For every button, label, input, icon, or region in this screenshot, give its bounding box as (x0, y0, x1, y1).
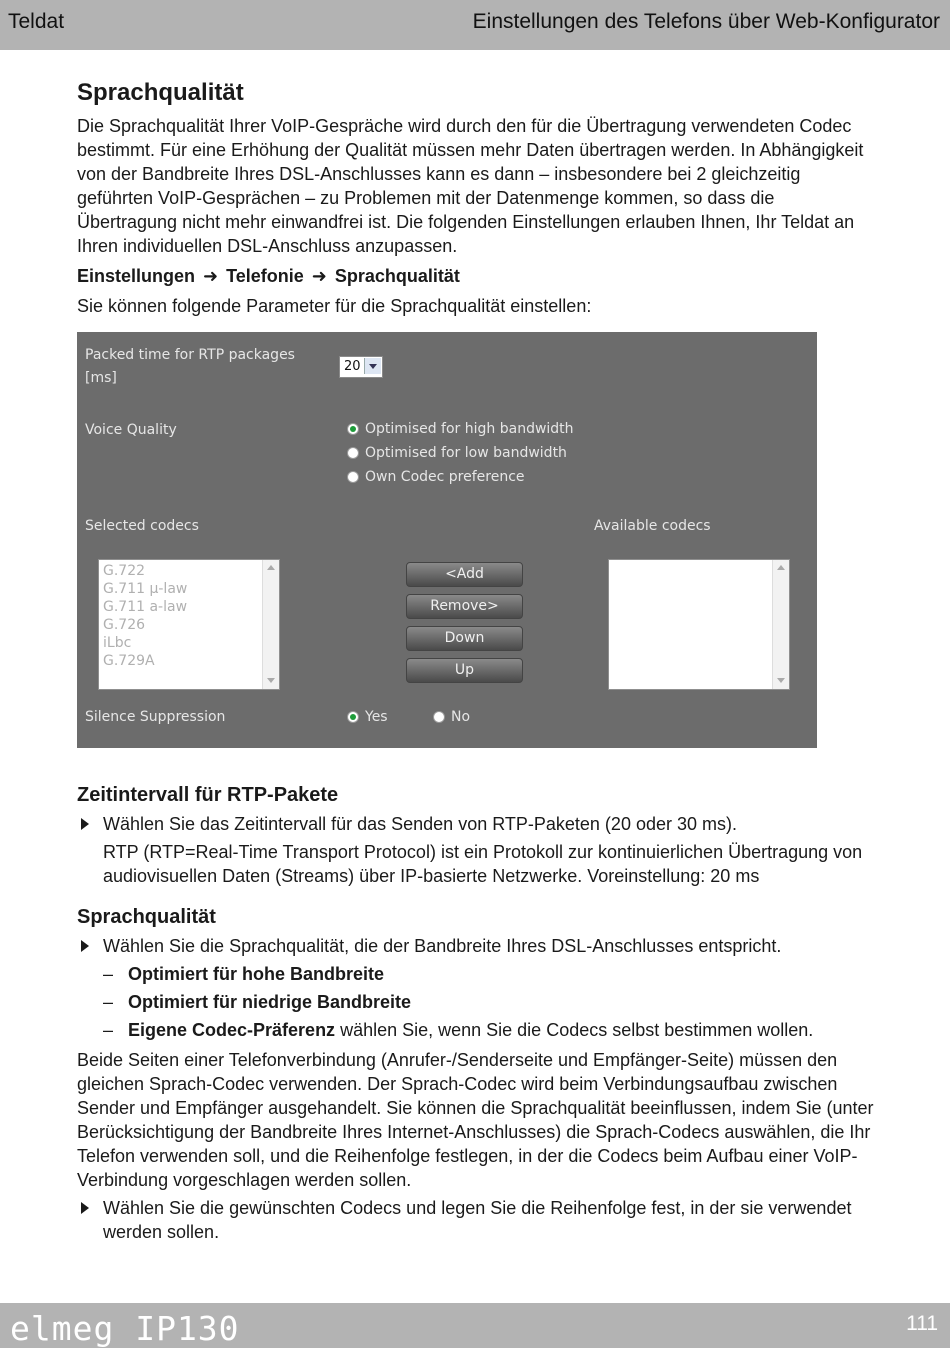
scroll-down-icon[interactable] (775, 675, 787, 687)
list-item (77, 990, 877, 1014)
chevron-down-icon[interactable] (364, 358, 381, 374)
bullet-arrow-icon (81, 1202, 89, 1214)
radio-own-codec-label: Own Codec preference (365, 469, 525, 485)
option-low-bandwidth: Optimiert für niedrige Bandbreite (128, 992, 412, 1012)
path-arrow-icon: ➜ (203, 266, 219, 286)
list-item[interactable]: G.726 (103, 617, 146, 633)
silence-suppression-label: Silence Suppression (85, 709, 226, 725)
radio-selected-icon[interactable] (347, 711, 359, 723)
rtp-bullet-text: Wählen Sie das Zeitintervall für das Senden von RTP-Paketen (20 oder 30 ms). (103, 814, 737, 834)
selected-codecs-list[interactable] (98, 559, 280, 690)
packed-time-unit-label: [ms] (85, 370, 117, 386)
section-title-voice-quality: Sprachqualität (77, 906, 216, 928)
radio-unselected-icon[interactable] (347, 447, 359, 459)
radio-silence-yes-label: Yes (365, 709, 388, 725)
intro-paragraph: Die Sprachqualität Ihrer VoIP-Gespräche wird durch den für die Übertragung verwendeten Codec bestimmt. Für eine Erhöhung der Qualität müssen mehr Daten übertragen werden. In Abhängigkeit von der Bandbreite Ihres DSL-Anschlusses kann es dann – insbesondere bei 2 gleichzeitig geführten VoIP-Gesprächen – zu Problemen mit der Datenmenge kommen, so dass die Übertragung nicht mehr einwandfrei ist. Die folgenden Einstellungen erlauben Ihnen, Ihr Teldat an Ihren individuellen DSL-Anschluss anzupassen. (77, 116, 864, 256)
add-codec-button[interactable]: <Add (406, 562, 523, 587)
path-step-1: Einstellungen (77, 266, 196, 286)
path-step-2: Telefonie (226, 266, 304, 286)
bullet-arrow-icon (81, 818, 89, 830)
scroll-up-icon[interactable] (265, 562, 277, 574)
list-item (77, 1018, 877, 1042)
header-chapter-title: Einstellungen des Telefons über Web-Konfigurator (472, 10, 940, 33)
packed-time-select[interactable] (339, 356, 383, 378)
packed-time-value: 20 (344, 359, 361, 374)
page-number: 111 (906, 1312, 938, 1335)
codec-bullets (77, 1196, 877, 1244)
radio-unselected-icon[interactable] (433, 711, 445, 723)
codec-bullet-text: Wählen Sie die gewünschten Codecs und legen Sie die Reihenfolge fest, in der sie verwendet werden sollen. (103, 1198, 852, 1242)
list-item (77, 1196, 877, 1244)
list-item[interactable]: G.711 a-law (103, 599, 188, 615)
selected-codecs-items (103, 562, 187, 670)
section-title-sprachqualitaet: Sprachqualität (77, 79, 244, 106)
codec-paragraph: Beide Seiten einer Telefonverbindung (Anrufer-/Senderseite und Empfänger-Seite) müssen den gleichen Sprach-Codec verwenden. Der Sprach-Codec wird beim Verbindungsaufbau zwischen Sender und Empfänger ausgehandelt. Sie können die Sprachqualität beeinflussen, indem Sie (unter Berücksichtigung der Bandbreite Ihres Internet-Anschlusses) die Sprach-Codecs auswählen, die Ihr Telefon verwenden soll, und die Reihenfolge festlegen, in der die Codecs beim Aufbau einer VoIP-Verbindung vorgeschlagen werden sollen. (77, 1050, 874, 1190)
parameters-intro: Sie können folgende Parameter für die Sprachqualität einstellen: (77, 296, 592, 316)
rtp-note: RTP (RTP=Real-Time Transport Protocol) ist ein Protokoll zur kontinuierlichen Übertragung von audiovisuellen Daten (Streams) über IP-basierte Netzwerke. Voreinstellung: 20 ms (103, 842, 863, 886)
dash-icon: – (103, 1020, 114, 1040)
scroll-up-icon[interactable] (775, 562, 787, 574)
available-codecs-label: Available codecs (594, 518, 711, 534)
page-header (0, 0, 950, 50)
page-footer (0, 1303, 950, 1348)
radio-unselected-icon[interactable] (347, 471, 359, 483)
list-item[interactable]: iLbc (103, 635, 132, 651)
radio-own-codec[interactable] (347, 469, 525, 485)
radio-silence-no-label: No (451, 709, 471, 725)
option-own-codec-desc: wählen Sie, wenn Sie die Codecs selbst bestimmen wollen. (335, 1020, 814, 1040)
list-item (77, 934, 877, 958)
scrollbar[interactable] (772, 560, 789, 689)
dash-icon: – (103, 992, 114, 1012)
move-up-button[interactable]: Up (406, 658, 523, 683)
menu-path (77, 264, 877, 288)
dash-icon: – (103, 964, 114, 984)
product-logo: elmeg IP130 (10, 1309, 240, 1348)
option-high-bandwidth: Optimiert für hohe Bandbreite (128, 964, 385, 984)
web-configurator-screenshot (77, 332, 817, 748)
page-content (77, 78, 877, 1244)
list-item (77, 812, 877, 836)
voice-quality-bullet-text: Wählen Sie die Sprachqualität, die der Bandbreite Ihres DSL-Anschlusses entspricht. (103, 936, 782, 956)
bullet-arrow-icon (81, 940, 89, 952)
voice-quality-bullets (77, 934, 877, 958)
radio-high-bandwidth-label: Optimised for high bandwidth (365, 421, 574, 437)
header-brand: Teldat (8, 10, 65, 33)
path-step-3: Sprachqualität (334, 266, 460, 286)
list-item (77, 962, 877, 986)
list-item[interactable]: G.729A (103, 653, 155, 669)
remove-codec-button[interactable]: Remove> (406, 594, 523, 619)
available-codecs-list[interactable] (608, 559, 790, 690)
move-down-button[interactable]: Down (406, 626, 523, 651)
option-own-codec: Eigene Codec-Präferenz (128, 1020, 336, 1040)
voice-quality-label: Voice Quality (85, 422, 177, 438)
selected-codecs-label: Selected codecs (85, 518, 199, 534)
section-title-rtp-interval: Zeitintervall für RTP-Pakete (77, 784, 339, 806)
radio-selected-icon[interactable] (347, 423, 359, 435)
voice-quality-options (77, 962, 877, 1042)
path-arrow-icon: ➜ (311, 266, 327, 286)
radio-silence-no[interactable] (433, 709, 470, 725)
radio-low-bandwidth[interactable] (347, 445, 567, 461)
scroll-down-icon[interactable] (265, 675, 277, 687)
radio-high-bandwidth[interactable] (347, 421, 574, 437)
list-item[interactable]: G.711 µ-law (103, 581, 188, 597)
packed-time-label: Packed time for RTP packages (85, 347, 295, 363)
list-item[interactable]: G.722 (103, 563, 146, 579)
scrollbar[interactable] (262, 560, 279, 689)
radio-low-bandwidth-label: Optimised for low bandwidth (365, 445, 567, 461)
radio-silence-yes[interactable] (347, 709, 388, 725)
rtp-bullets (77, 812, 877, 836)
